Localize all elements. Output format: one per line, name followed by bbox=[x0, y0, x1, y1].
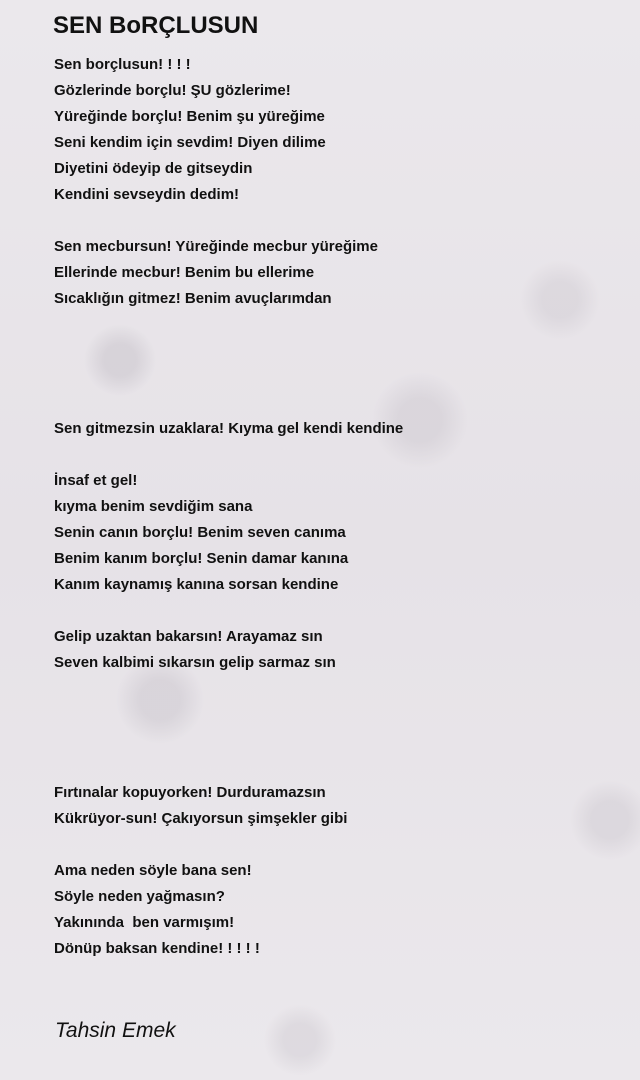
stanza-break bbox=[54, 312, 614, 338]
poem-line: kıyma benim sevdiğim sana bbox=[54, 498, 253, 515]
poem-line: Sen borçlusun! ! ! ! bbox=[54, 56, 191, 73]
poem-title: SEN BoRÇLUSUN bbox=[53, 12, 259, 39]
stanza-break bbox=[54, 364, 614, 390]
poem-line: Seven kalbimi sıkarsın gelip sarmaz sın bbox=[54, 654, 336, 671]
poem-line: Dönüp baksan kendine! ! ! ! ! bbox=[54, 940, 260, 957]
stanza-break bbox=[54, 598, 614, 624]
stanza-break bbox=[54, 702, 614, 728]
poem-line: Gelip uzaktan bakarsın! Arayamaz sın bbox=[54, 628, 323, 645]
poem-line: Yakınında ben varmışım! bbox=[54, 914, 235, 931]
poem-line: Gözlerinde borçlu! ŞU gözlerime! bbox=[54, 82, 291, 99]
poem-line: Kanım kaynamış kanına sorsan kendine bbox=[54, 576, 339, 593]
poem-line: Kendini sevseydin dedim! bbox=[54, 186, 240, 203]
poem-line: Fırtınalar kopuyorken! Durduramazsın bbox=[54, 784, 326, 801]
poem-line: Sıcaklığın gitmez! Benim avuçlarımdan bbox=[54, 290, 332, 307]
poem-line: Ama neden söyle bana sen! bbox=[54, 862, 252, 879]
stanza-break bbox=[54, 754, 614, 780]
poem-body bbox=[54, 52, 614, 962]
poem-author: Tahsin Emek bbox=[55, 1019, 176, 1042]
stanza-break bbox=[54, 442, 614, 468]
poem-line: Kükrüyor-sun! Çakıyorsun şimşekler gibi bbox=[54, 810, 348, 827]
poem-line: Diyetini ödeyip de gitseydin bbox=[54, 160, 253, 177]
stanza-break bbox=[54, 676, 614, 702]
poem-line: Senin canın borçlu! Benim seven canıma bbox=[54, 524, 346, 541]
poem-line: İnsaf et gel! bbox=[54, 472, 138, 489]
poem-line: Seni kendim için sevdim! Diyen dilime bbox=[54, 134, 326, 151]
poem-line: Sen mecbursun! Yüreğinde mecbur yüreğime bbox=[54, 238, 378, 255]
poem-line: Benim kanım borçlu! Senin damar kanına bbox=[54, 550, 349, 567]
poem-line: Ellerinde mecbur! Benim bu ellerime bbox=[54, 264, 315, 281]
poem-line: Yüreğinde borçlu! Benim şu yüreğime bbox=[54, 108, 325, 125]
stanza-break bbox=[54, 728, 614, 754]
stanza-break bbox=[54, 338, 614, 364]
stanza-break bbox=[54, 208, 614, 234]
stanza-break bbox=[54, 390, 614, 416]
poem-line: Söyle neden yağmasın? bbox=[54, 888, 225, 905]
stanza-break bbox=[54, 832, 614, 858]
poem-line: Sen gitmezsin uzaklara! Kıyma gel kendi kendine bbox=[54, 420, 404, 437]
